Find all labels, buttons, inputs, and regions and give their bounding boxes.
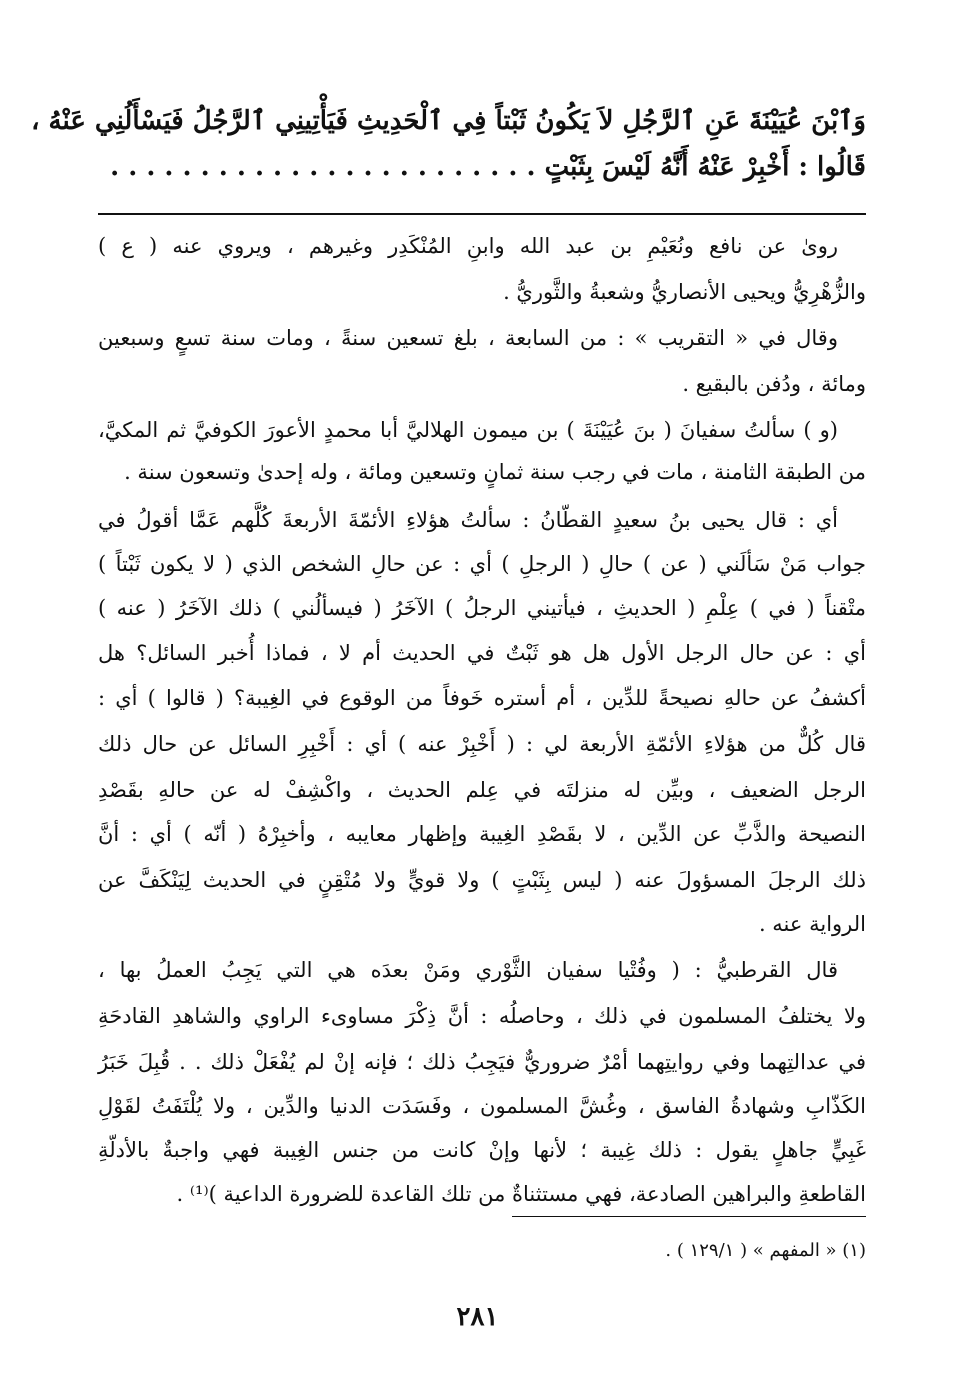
commentary-line: الرجل الضعيف ، وبيِّن له منزلتَه في عِلم الحديث ، واكْشِفْ له عن حالهِ بقَصْدِ bbox=[98, 778, 866, 802]
commentary-line: من الطبقة الثامنة ، مات في رجب سنة ثمانٍ وتسعين ومائة ، وله إحدىٰ وتسعون سنة . bbox=[124, 460, 866, 484]
commentary-line: القاطعةِ والبراهين الصادعة، فهي مستثناةٌ من تلك القاعدة للضرورة الداعية )⁽¹⁾ . bbox=[176, 1182, 866, 1206]
commentary-line: قال كُلٌّ من هؤلاءِ الأئمّةِ الأربعة لي : ( أَخْبِرْ عنه ) أي : أَخْبِرِ السائل عن حال ذلك bbox=[98, 732, 866, 756]
commentary-line: في عدالتِهما وفي روايتِهما أمْرٌ ضروريٌّ فيَجِبُ ذلك ؛ فإنه إنْ لم يُفْعَلْ ذلك . . قُبِلَ خَبَرُ bbox=[98, 1050, 866, 1074]
commentary-line: النصيحة والذَّبِّ عن الدِّين ، لا بقَصْدِ الغِيبة وإظهار معايبه ، وأخبِرْهُ ( أنّه ) أي : أنَّ bbox=[98, 822, 866, 846]
commentary-line: ولا يختلفُ المسلمون في ذلك ، وحاصلُه : أنَّ ذِكْرَ مساوىء الراوي والشاهدِ القادحَةِ bbox=[98, 1004, 866, 1028]
commentary-line: روىٰ عن نافع ونُعَيْمِ بن عبد الله وابنِ المُنْكَدِر وغيرهم ، ويروي عنه ( ع ) bbox=[98, 234, 838, 258]
commentary-line: جواب مَنْ سَألَني ( عن ) حالِ ( الرجلِ ) أي : عن حالِ الشخص الذي ( لا يكون ثَبْتاً ) bbox=[98, 552, 866, 576]
commentary-line: والزُّهْرِيُّ ويحيى الأنصاريُّ وشعبةُ والثَّوريُّ . bbox=[503, 280, 866, 304]
commentary-line: أكشفُ عن حالهِ نصيحةً للدِّين ، أم أستره خَوفاً من الوقوع في الغِيبة؟ ( قالوا ) أي : bbox=[98, 686, 866, 710]
footnote-separator bbox=[512, 1216, 866, 1217]
commentary-line: الرواية عنه . bbox=[758, 912, 866, 936]
commentary-line: أي : قال يحيى بنُ سعيدٍ القطّانُ : سألتُ هؤلاءِ الأئمّةَ الأربعةَ كُلَّهم عَمَّا أقولُ في bbox=[98, 508, 838, 532]
matn-line-1: وَٱبْنَ عُيَيْنَةَ عَنِ ٱلرَّجُلِ لاَ يَكُونُ ثَبْتاً فِي ٱلْحَدِيثِ فَيَأْتِينِي ٱلرَّجُلُ فَيَسْأَلُنِي عَنْهُ ، bbox=[31, 106, 866, 136]
commentary-line: متْقناً ( في ) عِلْمِ ( الحديثِ ، فيأتيني الرجلُ ) الآخَرُ ( فيسألُني ) ذلك الآخَرُ ( عنه ) bbox=[98, 596, 866, 620]
commentary-line: ومائة ، ودُفن بالبقيع . bbox=[682, 372, 866, 396]
commentary-line: غَبِيٍّ جاهلٍ يقول : ذلك غِيبة ؛ لأنها وإنْ كانت من جنس الغِيبة فهي واجبةٌ بالأدلّةِ bbox=[98, 1138, 866, 1162]
page-number: ٢٨١ bbox=[456, 1302, 499, 1332]
commentary-line: (و ) سألتُ سفيانَ ( بنَ عُيَيْنَةَ ) بن ميمون الهلاليَّ أبا محمدٍ الأعورَ الكوفيَّ ثم المكيَّ، bbox=[98, 418, 838, 442]
matn-separator bbox=[98, 213, 866, 215]
commentary-line: أي : عن حال الرجل الأول هل هو ثَبْتٌ في الحديث أم لا ، فماذا أُخبر السائل؟ هل bbox=[98, 641, 866, 665]
matn-line-2: قَالُوا : أَخْبِرْ عَنْهُ أَنَّهُ لَيْسَ بِثَبْتٍ . . . . . . . . . . . . . . . . . . . . . . . . bbox=[110, 152, 866, 182]
commentary-line: قال القرطبيُّ : ( وفُتْيا سفيان الثَّوْري ومَنْ بعدَه هي التي يَجِبُ العملُ بها ، bbox=[98, 958, 838, 982]
commentary-line: ذلك الرجلَ المسؤولَ عنه ( ليس بِثَبْتٍ ) ولا قويٍّ ولا مُتْقِنٍ في الحديث لِيَنْكَفَّ عن bbox=[98, 868, 866, 892]
commentary-line: وقال في « التقريب » : من السابعة ، بلغ تسعين سنةً ، ومات سنة تسعٍ وسبعين bbox=[98, 326, 838, 350]
commentary-line: الكَذّابِ وشهادةُ الفاسق ، وغُشَّ المسلمون ، وفَسَدَت الدنيا والدِّين ، ولا يُلْتَفَتُ لقَوْلِ bbox=[98, 1094, 866, 1118]
footnote: (١) « المفهم » ( ١٢٩/١ ) . bbox=[665, 1240, 866, 1261]
